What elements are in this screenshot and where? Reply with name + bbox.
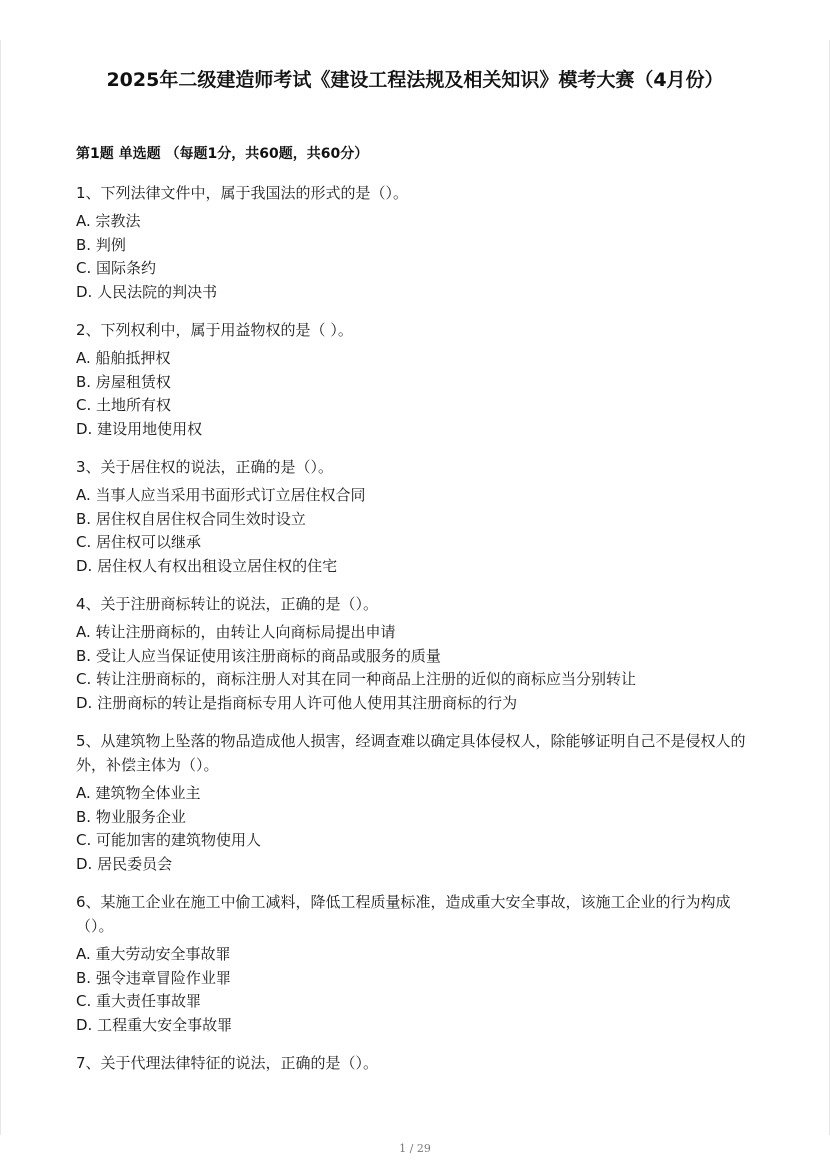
question-5 <box>76 729 748 876</box>
question-stem: 6、某施工企业在施工中偷工减料，降低工程质量标准，造成重大安全事故，该施工企业的行为构成（）。 <box>76 893 731 935</box>
option-b: B. 房屋租赁权 <box>76 372 171 391</box>
page-indicator: 1 / 29 <box>399 1142 431 1155</box>
option-d: D. 建设用地使用权 <box>76 419 203 438</box>
option-c: C. 转让注册商标的，商标注册人对其在同一种商品上注册的近似的商标应当分别转让 <box>76 670 637 688</box>
option-a: A. 宗教法 <box>76 212 141 230</box>
page-left-border <box>0 40 1 1135</box>
option-d: D. 工程重大安全事故罪 <box>76 1015 233 1034</box>
option-b: B. 受让人应当保证使用该注册商标的商品或服务的质量 <box>76 646 441 665</box>
option-a: A. 重大劳动安全事故罪 <box>76 945 231 963</box>
option-a: A. 建筑物全体业主 <box>76 784 201 802</box>
option-a: A. 船舶抵押权 <box>76 349 171 367</box>
option-c: C. 重大责任事故罪 <box>76 992 202 1010</box>
option-b: B. 居住权自居住权合同生效时设立 <box>76 509 306 528</box>
question-stem: 3、关于居住权的说法，正确的是（）。 <box>76 458 334 476</box>
option-b: B. 物业服务企业 <box>76 807 186 826</box>
question-4 <box>76 592 748 715</box>
option-b: B. 判例 <box>76 235 126 254</box>
option-d: D. 人民法院的判决书 <box>76 282 218 301</box>
option-c: C. 居住权可以继承 <box>76 533 202 551</box>
question-stem: 2、下列权利中，属于用益物权的是（ ）。 <box>76 321 353 339</box>
option-d: D. 居民委员会 <box>76 854 173 873</box>
question-stem: 4、关于注册商标转让的说法，正确的是（）。 <box>76 595 379 613</box>
option-a: A. 当事人应当采用书面形式订立居住权合同 <box>76 486 366 504</box>
document-title: 2025年二级建造师考试《建设工程法规及相关知识》模考大赛（4月份） <box>106 69 724 91</box>
question-stem: 7、关于代理法律特征的说法，正确的是（）。 <box>76 1054 379 1072</box>
question-list <box>76 181 748 1089</box>
option-d: D. 居住权人有权出租设立居住权的住宅 <box>76 556 338 575</box>
question-3 <box>76 455 748 578</box>
question-7 <box>76 1051 748 1075</box>
option-d: D. 注册商标的转让是指商标专用人许可他人使用其注册商标的行为 <box>76 693 518 712</box>
question-stem: 1、下列法律文件中，属于我国法的形式的是（）。 <box>76 184 409 202</box>
option-c: C. 土地所有权 <box>76 396 172 414</box>
question-1 <box>76 181 748 304</box>
section-heading: 第1题 单选题 （每题1分，共60题，共60分） <box>76 146 369 162</box>
option-c: C. 可能加害的建筑物使用人 <box>76 831 262 849</box>
question-2 <box>76 318 748 441</box>
option-b: B. 强令违章冒险作业罪 <box>76 968 231 987</box>
question-stem: 5、从建筑物上坠落的物品造成他人损害，经调查难以确定具体侵权人，除能够证明自己不是侵权人的外，补偿主体为（）。 <box>76 732 746 774</box>
option-c: C. 国际条约 <box>76 259 157 277</box>
question-6 <box>76 890 748 1037</box>
option-a: A. 转让注册商标的，由转让人向商标局提出申请 <box>76 623 396 641</box>
